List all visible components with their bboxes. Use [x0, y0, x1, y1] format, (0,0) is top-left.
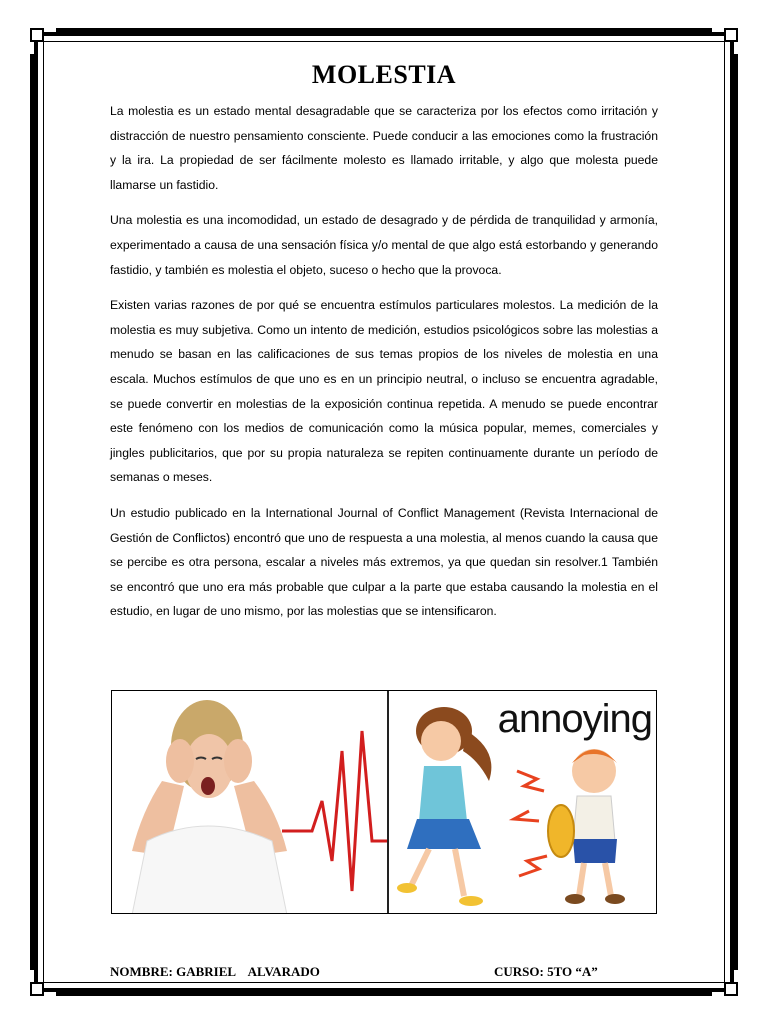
paragraph-3: Existen varias razones de por qué se encuentra estímulos particulares molestos. La medición de la molestia es muy subjetiva. Como un intento de medición, estudios psicológicos sobre las molestias a menudo se basan en las calificaciones de sus temas propios de los niveles de molestia en una escala. Muchos estímulos de que uno es en un principio neutral, o incluso se encuentra agradable, se puede convertir en molestias de la exposición continua repetida. A menudo se puede encontrar este fenómeno con los medios de comunicación como la música popular, memes, comerciales y jingles publicitarios, que por su propia naturaleza se repiten continuamente durante un período de semanas o meses.: [110, 298, 658, 485]
annoying-caption: annoying: [497, 697, 652, 741]
frame-corner-bottom-right: [724, 982, 738, 996]
student-name: NOMBRE: GABRIEL ALVARADO: [110, 964, 320, 979]
frame-corner-top-left: [30, 28, 44, 42]
frame-corner-top-right: [724, 28, 738, 42]
student-course: CURSO: 5TO “A”: [494, 964, 598, 979]
annoying-kids-image: [389, 691, 656, 913]
body-text: [110, 99, 658, 635]
page-title: MOLESTIA: [311, 60, 457, 89]
frame-corner-bottom-left: [30, 982, 44, 996]
illustration-panel: [111, 690, 657, 914]
paragraph-4: Un estudio publicado en la International Journal of Conflict Management (Revista Internacional de Gestión de Conflictos) encontró que uno de respuesta a una molestia, al menos cuando la causa que se percibe es otra persona, escalar a niveles más extremos, ya que quedan sin resolver.1 También se encontró que uno era más probable que culpar a la parte que estaba causando la molestia en el estudio, en lugar de uno mismo, por las molestias que se intensificaron.: [110, 505, 658, 619]
woman-illustration: [112, 691, 389, 913]
paragraph-1: La molestia es un estado mental desagradable que se caracteriza por los efectos como irritación y distracción de nuestro pensamiento consciente. Puede conducir a las emociones como la frustración y la ira. La propiedad de ser fácilmente molesto es llamado irritable, y algo que molesta puede llamarse un fastidio.: [110, 104, 658, 192]
paragraph-2: Una molestia es una incomodidad, un estado de desagrado y de pérdida de tranquilidad y armonía, experimentado a causa de una sensación física y/o mental de que algo está estorbando y generando fastidio, y también es molestia el objeto, suceso o hecho que la provoca.: [110, 213, 658, 277]
woman-covering-ears-image: [112, 691, 389, 913]
